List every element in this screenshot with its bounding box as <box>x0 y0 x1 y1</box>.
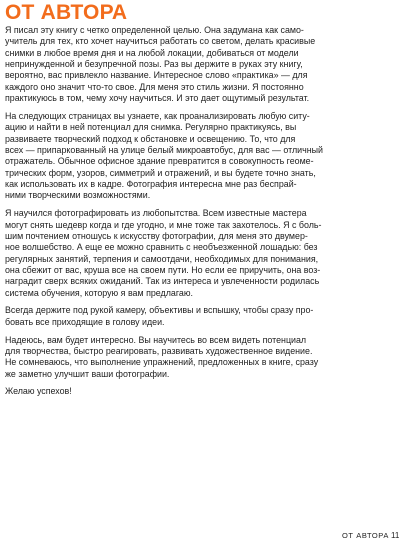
text-line: отражатель. Обычное офисное здание превратится в совокупность геоме- <box>5 156 314 167</box>
paragraph <box>5 111 397 202</box>
text-line: ними творческими возможностями. <box>5 190 151 201</box>
text-line: регулярных занятий, терпения и самоотдачи, необходимых для понимания, <box>5 253 319 264</box>
text-line: система обучения, которую я вам предлагаю. <box>5 287 193 298</box>
paragraph <box>5 386 397 397</box>
text-line: снимки в любое время дня и на любой локации, добиваться от модели <box>5 47 299 58</box>
text-line: шим почтением отношусь к искусству фотографии, для меня это двумер- <box>5 230 308 241</box>
text-line: могут снять шедевр когда и где угодно, и мне тоже так захотелось. Я с боль- <box>5 219 322 230</box>
paragraph <box>5 335 397 380</box>
text-line: каждого оно значит что-то свое. Для меня это стиль жизни. Я постоянно <box>5 81 304 92</box>
text-line: вероятно, вас привлекло название. Интересное слово «практика» — для <box>5 70 308 81</box>
text-line: Я писал эту книгу с четко определенной целью. Она задумана как само- <box>5 25 304 35</box>
text-line: как использовать их в кадре. Фотография интересна мне раз беспрай- <box>5 178 297 189</box>
text-line: бовать все приходящие в голову идеи. <box>5 316 165 327</box>
text-line: трических форм, узоров, симметрий и отражений, и вы будете точно знать, <box>5 167 316 178</box>
text-line: всех — припаркованный на улице белый микроавтобус, для вас — отличный <box>5 144 323 155</box>
body-text <box>5 25 397 404</box>
paragraph <box>5 208 397 299</box>
text-line: же заметно улучшит ваши фотографии. <box>5 368 170 379</box>
text-line: наградит сверх всяких ожиданий. Так из интереса и увлеченности родилась <box>5 276 320 287</box>
text-line: для творчества, быстро реагировать, развивать художественное видение. <box>5 345 313 356</box>
text-line: она сбежит от вас, круша все на своем пути. Но если ее приручить, она воз- <box>5 264 321 275</box>
text-line: непринужденной и безупречной позы. Раз вы держите в руках эту книгу, <box>5 59 303 70</box>
text-line: практикуюсь в том, чему хочу научиться. И это дает ощутимый результат. <box>5 93 310 104</box>
paragraph <box>5 25 397 104</box>
text-line: Я научился фотографировать из любопытства. Всем известные мастера <box>5 208 307 219</box>
text-line: ацию и найти в ней потенциал для снимка. Регулярно практикуясь, вы <box>5 122 297 133</box>
text-line: развиваете творческий подход к обстановке и освещению. То, что для <box>5 133 296 144</box>
text-line: Желаю успехов! <box>5 386 72 397</box>
text-line: Всегда держите под рукой камеру, объективы и вспышку, чтобы сразу про- <box>5 305 314 316</box>
running-title: ОТ АВТОРА <box>342 531 389 540</box>
text-line: учитель для тех, кто хочет научиться работать со светом, делать красивые <box>5 36 316 47</box>
text-line: На следующих страницах вы узнаете, как проанализировать любую ситу- <box>5 110 310 121</box>
text-line: Надеюсь, вам будет интересно. Вы научитесь во всем видеть потенциал <box>5 334 307 345</box>
page-number: 11 <box>391 531 400 540</box>
text-line: Не сомневаюсь, что выполнение упражнений, предложенных в книге, сразу <box>5 357 319 368</box>
paragraph <box>5 305 397 328</box>
chapter-title: ОТ АВТОРА <box>5 1 128 24</box>
text-line: ное волшебство. А еще ее можно сравнить с необъезженной лошадью: без <box>5 242 318 253</box>
